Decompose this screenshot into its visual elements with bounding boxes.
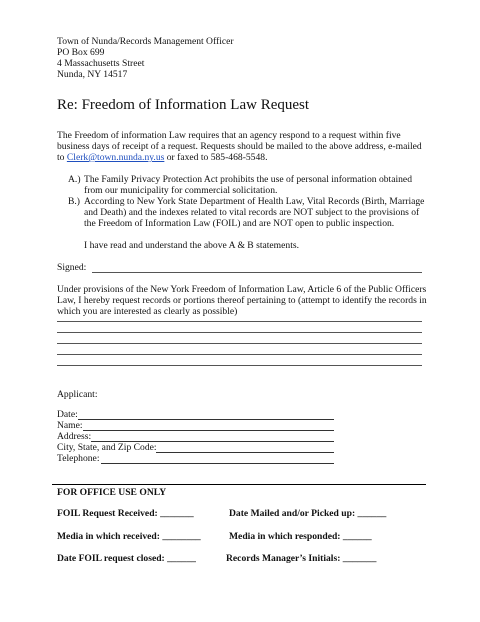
intro-line-2: business days of receipt of a request. Requests should be mailed to the above address, e-mailed	[57, 141, 422, 152]
signed-label: Signed:	[57, 262, 87, 273]
office-section-divider	[52, 484, 426, 485]
records-description-line[interactable]	[57, 365, 422, 366]
header-line-4: Nunda, NY 14517	[57, 69, 128, 80]
signature-line[interactable]	[92, 272, 422, 273]
records-description-line[interactable]	[57, 321, 422, 322]
telephone-field[interactable]	[101, 463, 334, 464]
statement-a-line-2: from our municipality for commercial solicitation.	[84, 185, 278, 196]
media-received: Media in which received: ________	[57, 531, 201, 542]
date-label: Date:	[57, 409, 78, 420]
intro-line-3-pre: to	[57, 152, 67, 163]
statement-b-line-2: and Death) and the indexes related to vital records are NOT subject to the provisions of	[84, 207, 420, 218]
statement-b-line-1: According to New York State Department of Health Law, Vital Records (Birth, Marriage	[84, 196, 425, 207]
records-description-line[interactable]	[57, 332, 422, 333]
statement-b-marker: B.)	[68, 196, 80, 207]
statement-a-line-1: The Family Privacy Protection Act prohibits the use of personal information obtained	[84, 174, 412, 185]
header-line-2: PO Box 699	[57, 47, 105, 58]
media-responded: Media in which responded: ______	[229, 531, 372, 542]
records-description-line[interactable]	[57, 354, 422, 355]
applicant-heading: Applicant:	[57, 389, 98, 400]
name-label: Name:	[57, 420, 83, 431]
header-line-1: Town of Nunda/Records Management Officer	[57, 36, 234, 47]
intro-line-3	[57, 152, 267, 163]
date-foil-closed: Date FOIL request closed: ______	[57, 553, 196, 564]
foil-request-received: FOIL Request Received: _______	[57, 508, 194, 519]
city-state-zip-field[interactable]	[156, 452, 334, 453]
request-line-3: which you are interested as clearly as possible)	[57, 306, 238, 317]
address-label: Address:	[57, 431, 92, 442]
statement-a-marker: A.)	[68, 174, 81, 185]
header-line-3: 4 Massachusetts Street	[57, 58, 145, 69]
page-title: Re: Freedom of Information Law Request	[57, 97, 310, 113]
date-field[interactable]	[78, 419, 334, 420]
office-use-heading: FOR OFFICE USE ONLY	[57, 487, 167, 498]
telephone-label: Telephone:	[57, 453, 100, 464]
acknowledgement-statement: I have read and understand the above A & B statements.	[84, 240, 299, 251]
intro-line-3-post: or faxed to 585-468-5548.	[164, 152, 268, 163]
request-line-2: Law, I hereby request records or portions thereof pertaining to (attempt to identify the records in	[57, 295, 427, 306]
request-line-1: Under provisions of the New York Freedom of Information Law, Article 6 of the Public Officers	[57, 284, 427, 295]
statement-b-line-3: the Freedom of Information Law (FOIL) and are NOT open to public inspection.	[84, 218, 395, 229]
city-state-zip-label: City, State, and Zip Code:	[57, 442, 157, 453]
name-field[interactable]	[83, 430, 334, 431]
date-mailed-picked-up: Date Mailed and/or Picked up: ______	[229, 508, 387, 519]
clerk-email-link[interactable]: Clerk@town.nunda.ny.us	[66, 152, 165, 163]
intro-line-1: The Freedom of information Law requires that an agency respond to a request within five	[57, 130, 401, 141]
records-manager-initials: Records Manager’s Initials: _______	[226, 553, 377, 564]
records-description-line[interactable]	[57, 343, 422, 344]
